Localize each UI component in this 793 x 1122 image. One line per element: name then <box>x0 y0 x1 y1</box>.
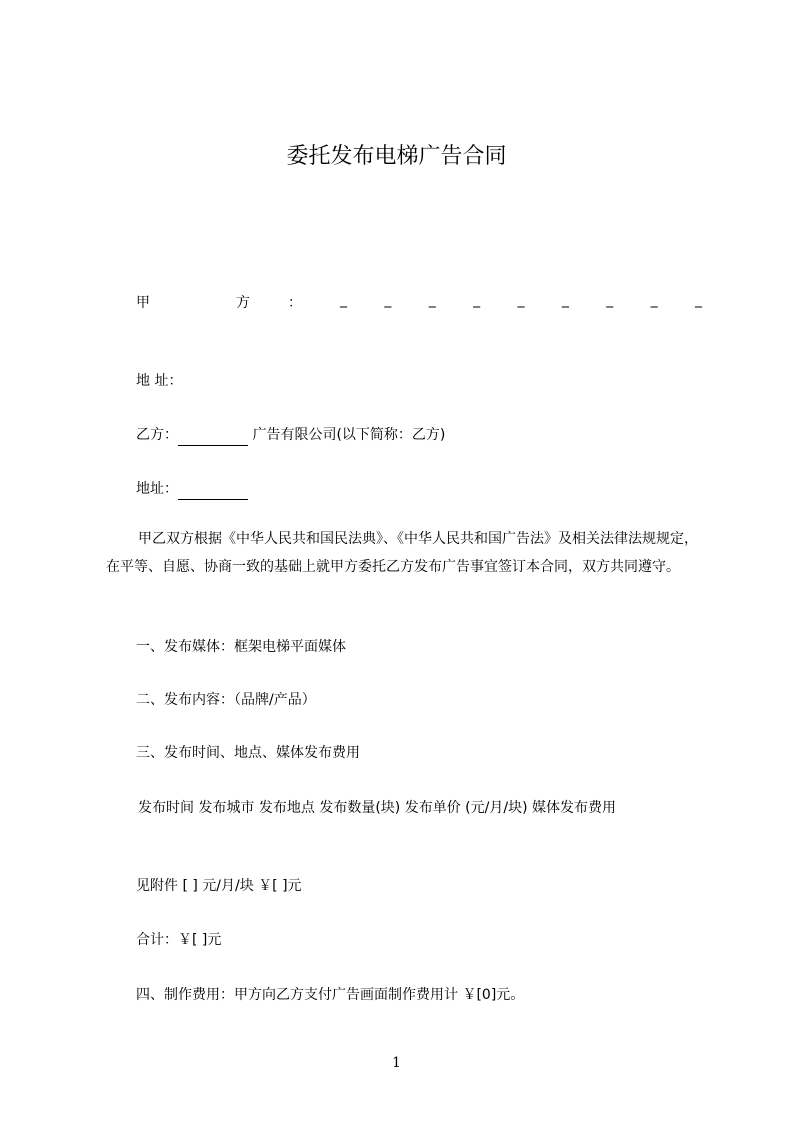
document-title: 委托发布电梯广告合同 <box>286 144 507 169</box>
party-b-address-line <box>136 479 248 500</box>
party-a-label-part2: 方 <box>236 295 250 311</box>
party-a-address: 地 址： <box>136 373 183 389</box>
blank-mark: _ <box>473 292 481 308</box>
blank-mark: _ <box>561 292 569 308</box>
party-a-label-part1: 甲 <box>136 295 150 311</box>
blank-mark: _ <box>384 292 392 308</box>
section-3: 三、发布时间、地点、媒体发布费用 <box>136 745 360 761</box>
blank-mark: _ <box>650 292 658 308</box>
blank-mark: _ <box>695 292 702 308</box>
party-b-prefix: 乙方： <box>136 427 178 443</box>
party-a-line <box>136 292 702 314</box>
blank-mark: _ <box>606 292 614 308</box>
intro-text: 甲乙双方根据《中华人民共和国民法典》、《中华人民共和国广告法》及相关法律法规规定，在平等、自愿、协商一致的基础上就甲方委托乙方发布广告事宜签订本合同，双方共同遵守。 <box>106 531 698 575</box>
party-b-suffix: 广告有限公司(以下简称：乙方) <box>248 427 446 443</box>
section-1: 一、发布媒体：框架电梯平面媒体 <box>136 639 346 655</box>
total-line: 合计：￥[ ]元 <box>136 932 222 948</box>
page-number: 1 <box>392 1055 401 1071</box>
party-b-line <box>136 425 445 446</box>
attachment-line: 见附件 [ ] 元/月/块 ￥[ ]元 <box>136 878 302 894</box>
blank-mark: _ <box>428 292 436 308</box>
party-b-address-blank <box>178 479 248 500</box>
party-b-address-label: 地址： <box>136 481 178 497</box>
intro-paragraph <box>106 525 702 581</box>
party-b-blank <box>178 425 248 446</box>
party-a-colon: ： <box>288 295 302 311</box>
fee-table-header-text: 发布时间 发布城市 发布地点 发布数量(块) 发布单价 (元/月/块) 媒体发布费用 <box>138 800 616 816</box>
blank-mark: _ <box>517 292 525 308</box>
section-4: 四、制作费用：甲方向乙方支付广告画面制作费用计 ￥[0]元。 <box>136 987 525 1003</box>
blank-mark: _ <box>340 292 347 308</box>
fee-table-header <box>106 794 702 822</box>
party-a-blank-field <box>340 292 702 308</box>
section-2: 二、发布内容：（品牌/产品） <box>136 692 316 708</box>
